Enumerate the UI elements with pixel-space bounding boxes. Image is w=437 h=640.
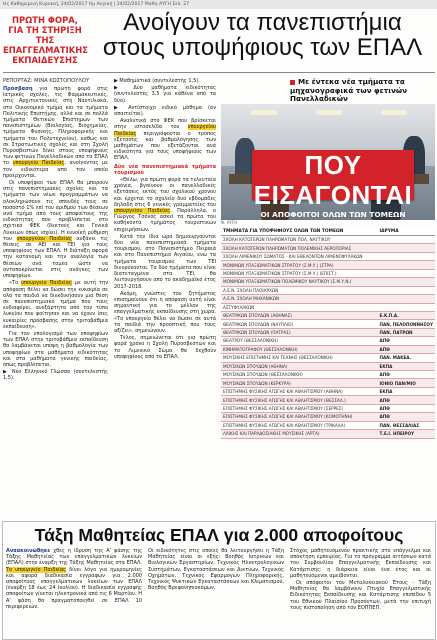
school-name-cell: ΜΟΝΙΜΩΝ ΥΠΑΞΙΩΜΑΤΙΚΩΝ ΣΤΡΑΤΟΥ (Σ.Μ.Υ.) (ΣΤΡΑ) xyxy=(221,261,378,269)
table-header-row xyxy=(221,228,435,236)
institution-cell: Τ.Ε.Ι. ΗΠΕΙΡΟΥ xyxy=(378,430,436,438)
institution-cell: ΑΠΘ xyxy=(378,404,436,412)
text: για πρώτη φορά στις Ιατρικές σχολές, τις Φαρμακευτικές, στις Αρχιτεκτονικές στη Ναυτιλιακά, στο Οικονομικό τμήμα και τα τμήματα Πολιτικής Επιστήμης, αλλά και σε πολλά τμήματα Θετικών Επιστημών των πανεπιστημίων (Βιολογίας, Βιοχημείας, τμήματα Φυσικής, Πληροφορικής και τμήματα του Πολυτεχνείου), καθώς και σε Στρατιωτικές σχολές και στη Σχολή Πυροσβεστών δίνει στους υποψήφιους των φετινών Πανελλαδικών από τα ΕΠΑΛ το xyxy=(3,86,108,167)
column-header: ΙΔΡΥΜΑ xyxy=(378,228,436,236)
paragraph: Οι ειδικότητες στις οποίες θα λειτουργήσει η Τάξη Μαθητείας είναι οι εξής: Βοηθός Ιατρικών και Βιολογικών Εργαστηρίων, Τεχνικός Ηλεκτρολογικών Συστημάτων, Εγκαταστάσεων και Δικτύων, Τεχνικός Οχημάτων, Τεχνικός Εφαρμογών Πληροφορικής, Τεχνικός Ψυκτικών Εγκαταστάσεων και Κλιματισμού, Βοηθός Βρεφονηπιοκόμων. xyxy=(148,548,284,592)
subheading: Δύο νέα πανεπιστημιακά τμήματα τουρισμού xyxy=(114,163,216,176)
paragraph xyxy=(3,280,108,330)
institution-cell: ΑΠΘ xyxy=(378,345,436,353)
ceiling-lamp-icon xyxy=(381,110,407,115)
table-row xyxy=(221,337,435,345)
school-name-cell: ΣΧΟΛΗ ΚΑΤΩΤΕΡΩΝ ΠΛΗΡΩΜΑΤΩΝ ΠΟΛ. ΝΑΥΤΙΚΟΥ xyxy=(221,236,378,244)
table-row xyxy=(221,261,435,269)
institution-cell: ΑΠΘ xyxy=(378,396,436,404)
school-name-cell: ΘΕΑΤΡΙΚΩΝ ΣΠΟΥΔΩΝ (ΑΘΗΝΑΣ) xyxy=(221,311,378,319)
text: , ανοίγοντας με τον ειδικότερα από τον οποίο προέρχονται. xyxy=(3,160,108,179)
table-row xyxy=(221,396,435,404)
school-name-cell: ΘΕΑΤΡΙΚΩΝ ΣΠΟΥΔΩΝ (ΠΑΤΡΑΣ) xyxy=(221,328,378,336)
table-row xyxy=(221,320,435,328)
school-name-cell: ΑΣΤΥΦΥΛΑΚΩΝ xyxy=(221,303,378,311)
table-body xyxy=(221,236,435,439)
paragraph xyxy=(6,548,142,610)
bullet: ▶ Δύο μαθήματα ειδικότητας (συντελεστές 3,5 για κάθένα από τα δύο). xyxy=(114,85,216,104)
text: «Το xyxy=(9,280,19,287)
institution-cell: ΠΑΝ. ΘΕΣΣΑΛΙΑΣ xyxy=(378,421,436,429)
paragraph: Για τον υπολογισμό των υποψηφίων των ΕΠΑΛ στην τριτοβάθμια εκπαίδευση θα λαμβάνεται υπόψη η βαθμολογία των υποψηφίων στα μαθήματα ειδικότητας και στα μαθήματα γενικής παιδείας, όπως προβλέπεται. xyxy=(3,330,108,368)
table-row xyxy=(221,404,435,412)
text: αυξάνει τις θέσεις σε ΑΕΙ και ΤΕΙ για τους υποψηφίους των ΕΠΑΛ. Η διάταξη αφορά την κατανομή και την αναλογία των θέσεων ανά τομέα ώστε να ανταποκρίνεται στις ανάγκες των υποψηφίων. xyxy=(3,235,108,280)
ceiling-lamp-icon xyxy=(251,110,277,115)
main-headline xyxy=(90,10,435,60)
institution-cell: ΙΟΝΙΟ ΠΑΝ/ΜΙΟ xyxy=(378,379,436,387)
table-row xyxy=(221,354,435,362)
kicker-line: ΕΠΑΓΓΕΛΜΑΤΙΚΗΣ xyxy=(3,45,88,55)
paragraph xyxy=(3,180,108,279)
school-name-cell: ΜΟΥΣΙΚΩΝ ΣΠΟΥΔΩΝ (ΚΕΡΚΥΡΑ) xyxy=(221,379,378,387)
bullet: ▶ Μαθηματικά (συντελεστής 1,5). xyxy=(114,78,200,84)
institution-cell: ΠΑΝ. ΜΑΚΕΔ. xyxy=(378,354,436,362)
paragraph: Τέλος, σημειώνεται ότι για πρώτη φορά χρόνο η Σχολή Πυροσβεστών και το Λιμενικό Σώμα θα δεχθούν υποψηφίους από τα ΕΠΑΛ. xyxy=(114,335,216,360)
kicker xyxy=(3,15,87,65)
institution-cell xyxy=(378,269,436,277)
school-name-cell: ΣΧΟΛΗ ΛΙΜΕΝΙΚΟΥ ΣΩΜΑΤΟΣ - ΚΑΙ ΕΘΕΛΟΝΤΩΝ ΛΙΜΕΝΟΦΥΛΑΚΩΝ xyxy=(221,252,378,260)
table-row xyxy=(221,362,435,370)
institution-cell xyxy=(378,261,436,269)
paragraph: Κατά την ίδια ώρα δημιουργούνται δύο νέα πανεπιστημιακά τμήματα τουρισμού, στο Πανεπιστήμιο Πειραιά και στο Πανεπιστήμιο Αιγαίου, ενώ τα τμήματα τουρισμού των ΤΕΙ διευρύνονται. Τα δύο τμήματα που είναι διατεταγμένα στα ΤΕΙ, θα λειτουργήσουν από το ακαδημαϊκό έτος 2017-2018. xyxy=(114,233,216,290)
paragraph: Ακόμη, γνώστες του ζητήματος επισημαίνουν ότι η απόφαση αυτή είναι σημαντική για το μέλλον της επαγγελματικής εκπαίδευσης στη χώρα. «Το υπουργείο θέλει να δώσει σε αυτά τα παιδιά την προοπτική που τους αξίζει», σημειώνουν. xyxy=(114,290,216,334)
caption-text: Με έντεκα νέα τμήματα τα μηχανογραφικά των φετινών Πανελλαδικών xyxy=(290,77,408,103)
institution-cell: ΠΑΝ. ΠΕΛΟΠΟΝΝΗΣΟΥ xyxy=(379,321,433,327)
school-name-cell: ΜΟΝΙΜΩΝ ΥΠΑΞΙΩΜΑΤΙΚΩΝ ΣΤΡΑΤΟΥ (Σ.Μ.Υ.) (ΕΠΙΣΤ.) xyxy=(221,269,378,277)
text: Οι υποψήφιοι των ΕΠΑΛ θα μπορούν στις πανεπιστημιακές σχολές και τα τμήματα των νέων προγραμμάτων να ολοκληρώσουν τις σπουδές τους σε ποσοστό 1% επί του αριθμού των θέσεων ανά τμήμα από τους αποφοίτους της ειδικότητας που προβλέπεται στο σχετικό ΦΕΚ (δεκτούς και Γενικά Λύκειων όπως ισχύει). Η ευνοϊκή ρύθμιση του xyxy=(3,180,108,242)
school-name-cell: ΘΕΑΤΡΙΚΩΝ ΣΠΟΥΔΩΝ (ΝΑΥΠΛΙΟ) xyxy=(221,320,378,328)
school-name-cell: ΕΠΙΣΤΗΜΗΣ ΦΥΣΙΚΗΣ ΑΓΩΓΗΣ ΚΑΙ ΑΘΛΗΤΙΣΜΟΥ (ΤΡΙΚΑΛΑ) xyxy=(221,421,378,429)
school-name-cell: Α.Ε.Ν. ΣΧΟΛΗ ΠΛΟΙΑΡΧΩΝ xyxy=(221,286,378,294)
article-column-2 xyxy=(114,78,216,518)
main-headline-line: Ανοίγουν τα πανεπιστήμια xyxy=(123,9,402,36)
table-row xyxy=(221,236,435,244)
school-name-cell: ΚΙΝΗΜΑΤΟΓΡΑΦΟΥ (ΘΕΣΣΑΛΟΝΙΚΗ) xyxy=(221,345,378,353)
table-row xyxy=(221,311,435,319)
institution-cell xyxy=(378,244,436,252)
schools-table xyxy=(221,228,435,439)
school-name-cell: ΛΑΙΚΗΣ ΚΑΙ ΠΑΡΑΔΟΣΙΑΚΗΣ ΜΟΥΣΙΚΗΣ (ΑΡΤΑ) xyxy=(221,430,378,438)
table-row xyxy=(221,421,435,429)
kicker-line: ΕΚΠΑΙΔΕΥΣΗΣ xyxy=(12,55,78,65)
institution-cell xyxy=(378,278,436,286)
table-row xyxy=(221,269,435,277)
highlight: υπουργείου Παιδείας xyxy=(114,124,216,137)
lead-word: Αναακοινώθηκε xyxy=(6,548,51,554)
text: . Παράλληλα, ο Γιώργος Τσόνος ασκεί τα πρώτα του καθήκοντα τμήματος τουριστικών επιχειρήσεων. xyxy=(114,208,216,233)
school-name-cell: ΕΠΙΣΤΗΜΗΣ ΦΥΣΙΚΗΣ ΑΓΩΓΗΣ ΚΑΙ ΑΘΛΗΤΙΣΜΟΥ (ΣΕΡΡΕΣ) xyxy=(221,404,378,412)
table-row xyxy=(221,328,435,336)
table-row xyxy=(221,371,435,379)
table-row xyxy=(221,430,435,438)
banner-subtitle: ΟΙ ΑΠΟΦΟΙΤΟΙ ΟΛΩΝ ΤΩΝ ΤΟΜΕΩΝ xyxy=(260,210,406,219)
school-name-cell: Α.Ε.Ν. ΣΧΟΛΗ ΜΗΧΑΝΙΚΩΝ xyxy=(221,295,378,303)
institution-cell xyxy=(378,236,436,244)
paragraph: Οι απόφοιτοι του Μεταλυκειακού Έτους - Τάξη Μαθητείας θα λαμβάνουν Πτυχίο Επαγγελματικής Ειδικότητας Εκπαίδευσης και Κατάρτισης επιπέδου 5 του Εθνικού Πλαισίου Προσόντων, μετά την επιτυχή τους πιστοποίηση από τον ΕΟΠΠΕΠ. xyxy=(290,580,431,611)
ceiling-lamp-icon xyxy=(316,110,342,115)
school-name-cell: ΜΟΥΣΙΚΩΝ ΣΠΟΥΔΩΝ (ΘΕΣΣΑΛΟΝΙΚΗ) xyxy=(221,371,378,379)
highlight: υπουργείου Παιδείας xyxy=(16,235,72,242)
text: χθες η ίδρυση της Α' φάσης της Τάξης Μαθητείας των επαγγελματικών λυκείων (ΕΠΑΛ) στην έναρξη της Τάξης Μαθητείας στα ΕΠΑΛ. xyxy=(6,548,142,567)
bottom-column-2 xyxy=(148,548,284,636)
bottom-column-1 xyxy=(6,548,142,636)
bullet: ▶ Αντίστοιχο ειδικό μάθημα (αν απαιτείται). xyxy=(114,104,216,118)
highlight: υπουργείο Παιδείας xyxy=(21,280,72,287)
text: με αυτή την απόφαση θέλει να δώσει την ευκαιρία σε όλα τα παιδιά να διεκδικήσουν μια θέση σε πανεπιστημιακό τμήμα που τους ενδιαφέρει, ανεξάρτητα από τον τύπο λυκείου που φοίτησαν και να έχουν ίσες ευκαιρίες πρόσβασης στην τριτοβάθμια εκπαίδευση». xyxy=(3,280,108,330)
institution-cell xyxy=(378,303,436,311)
paragraph xyxy=(114,118,216,161)
table-row xyxy=(221,278,435,286)
byline: ΡΕΠΟΡΤΑΖ: ΜΙΝΑ ΚΩΣΤΟΠΟΥΛΟΥ xyxy=(3,78,90,84)
highlight: Το υπουργείο Παιδείας xyxy=(6,566,67,573)
institution-cell: ΠΑΝ. ΠΑΤΡΩΝ xyxy=(378,328,436,336)
photo-credit: Φ. ΑΥΓΗ xyxy=(221,220,238,225)
text: «Θέλω, για πρώτη φορά τα τελευταία χρόνια, βγαίνουν οι πανελλαδικές εξετάσεις εκτός του σχολικού χρόνου και έρχεται το σχολείο δυο εβδομάδες δηλαδή στις 6 γενικές γραμματείες του xyxy=(114,177,216,208)
bottom-column-3 xyxy=(290,548,431,636)
square-bullet-icon xyxy=(290,80,295,85)
institution-cell: ΑΠΘ xyxy=(378,371,436,379)
institution-cell xyxy=(378,252,436,260)
header-strip: Ης Καθημερινή Κυριακή, 24/02/2017 Ημ Αυγική | 24/02/2017 Μαθη ΑΥΓΗ Σελ. 27 xyxy=(0,0,437,9)
table-row xyxy=(221,345,435,353)
text: δίνει λόγο για ημερομηνίες και αφορά διαδικασία εγγραφών για 2.000 αποφοίτους επαγγελματικών λυκείων των ΕΠΑΛ (έναρξη 18 έως 24 Ιουλίου). Η διαδικασία εγγραφής αποφοίτων γίνεται ηλεκτρονικά από τις 6 Μαρτίου. Η Α' φάση θα πραγματοποιηθεί σε ΕΠΑΛ 10 περιφερειών. xyxy=(6,566,142,610)
article-column-1 xyxy=(3,86,108,518)
text: περιγράφονται ο τρόπος εξέτασης και βαθμολόγησης των μαθημάτων που εξετάζονται ανά ειδικότητα για τους υποψήφιους των ΕΠΑΛ. xyxy=(114,130,216,162)
kicker-line: ΓΙΑ ΤΗ ΣΤΗΡΙΞΗ ΤΗΣ xyxy=(8,25,82,45)
table-row xyxy=(221,252,435,260)
institution-cell: ΑΠΘ xyxy=(378,337,436,345)
school-name-cell: ΕΠΙΣΤΗΜΗΣ ΦΥΣΙΚΗΣ ΑΓΩΓΗΣ ΚΑΙ ΑΘΛΗΤΙΣΜΟΥ (ΑΘΗΝΑ) xyxy=(221,387,378,395)
paragraph xyxy=(114,177,216,233)
table-row xyxy=(221,379,435,387)
institution-cell: ΕΚΠΑ xyxy=(378,387,436,395)
table-row xyxy=(221,286,435,294)
bullet: ▶ Νέο Ελληνικό Γλώσσα (συντελεστής 1,5). xyxy=(3,369,108,382)
lead-word: Πρόσβαση xyxy=(3,86,33,92)
highlight: υπουργείο Παιδείας xyxy=(12,160,65,167)
school-name-cell: ΜΟΥΣΙΚΗΣ ΕΠΙΣΤΗΜΗΣ ΚΑΙ ΤΕΧΝΗΣ (ΘΕΣΣΑΛΟΝΙΚΗ) xyxy=(221,354,378,362)
highlight: υπουργείου Παιδείας xyxy=(114,208,171,215)
institution-cell: ΔΠΘ xyxy=(378,413,436,421)
table-row xyxy=(221,387,435,395)
institution-cell: ΕΚΠΑ xyxy=(378,362,436,370)
paragraph: Στόχος μαθητευόμενου πρακτικής στο επάγγελμα και απόκτηση εμπειρίας. Για το πρόγραμμα αιτήσεων κατά του Συμβουλίου Επαγγελματικής Εκπαίδευσης και Κατάρτισης: η διάρκεια είναι ένα έτος και οι μαθητευόμενοι αμείβονται. xyxy=(290,548,431,579)
institution-cell xyxy=(378,286,436,294)
school-name-cell: ΕΠΙΣΤΗΜΗΣ ΦΥΣΙΚΗΣ ΑΓΩΓΗΣ ΚΑΙ ΑΘΛΗΤΙΣΜΟΥ (ΚΟΜΟΤΗΝΗ) xyxy=(221,413,378,421)
main-headline-line: στους υποψήφιους των ΕΠΑΛ xyxy=(102,34,423,61)
kicker-line: ΠΡΩΤΗ ΦΟΡΑ, xyxy=(12,15,78,25)
top-divider xyxy=(3,72,435,73)
institution-cell xyxy=(378,295,436,303)
table-row xyxy=(221,413,435,421)
paragraph xyxy=(3,86,108,179)
institution-cell: Ε.Κ.Π.Α. xyxy=(378,311,436,319)
school-name-cell: ΣΧΟΛΗ ΚΑΤΩΤΕΡΩΝ ΠΛΗΡΩΜΑΤΩΝ ΠΟΛΕΜΙΚΗΣ ΑΕΡΟΠΟΡΙΑΣ xyxy=(221,244,378,252)
table-row xyxy=(221,303,435,311)
photo-banner xyxy=(252,150,414,219)
school-name-cell: ΘΕΑΤΡΟΥ (ΘΕΣΣΑΛΟΝΙΚΗ) xyxy=(221,337,378,345)
school-name-cell: ΜΟΝΙΜΩΝ ΥΠΑΞΙΩΜΑΤΙΚΩΝ ΠΟΛΕΜΙΚΟΥ ΝΑΥΤΙΚΟΥ (Σ.Μ.Υ.Ν.) xyxy=(221,278,378,286)
table-row xyxy=(221,295,435,303)
column-header: ΤΜΗΜΑΤΑ ΓΙΑ ΥΠΟΨΗΦΙΟΥΣ ΟΛΩΝ ΤΩΝ ΤΟΜΕΩΝ xyxy=(221,228,378,236)
text: Αναλυτικά στο ΦΕΚ που βρίσκεται στην ιστοσελίδα του xyxy=(114,118,216,131)
banner-title: ΠΟΥ ΕΙΣΑΓΟΝΤΑΙ xyxy=(253,150,413,210)
table-row xyxy=(221,244,435,252)
school-name-cell: ΕΠΙΣΤΗΜΗΣ ΦΥΣΙΚΗΣ ΑΓΩΓΗΣ ΚΑΙ ΑΘΛΗΤΙΣΜΟΥ (ΘΕΣΣΑΛ.) xyxy=(221,396,378,404)
school-name-cell: ΜΟΥΣΙΚΩΝ ΣΠΟΥΔΩΝ (ΑΘΗΝΑ) xyxy=(221,362,378,370)
second-headline: Τάξη Μαθητείας ΕΠΑΛ για 2.000 αποφοίτους xyxy=(34,525,404,545)
photo-caption xyxy=(290,78,434,104)
